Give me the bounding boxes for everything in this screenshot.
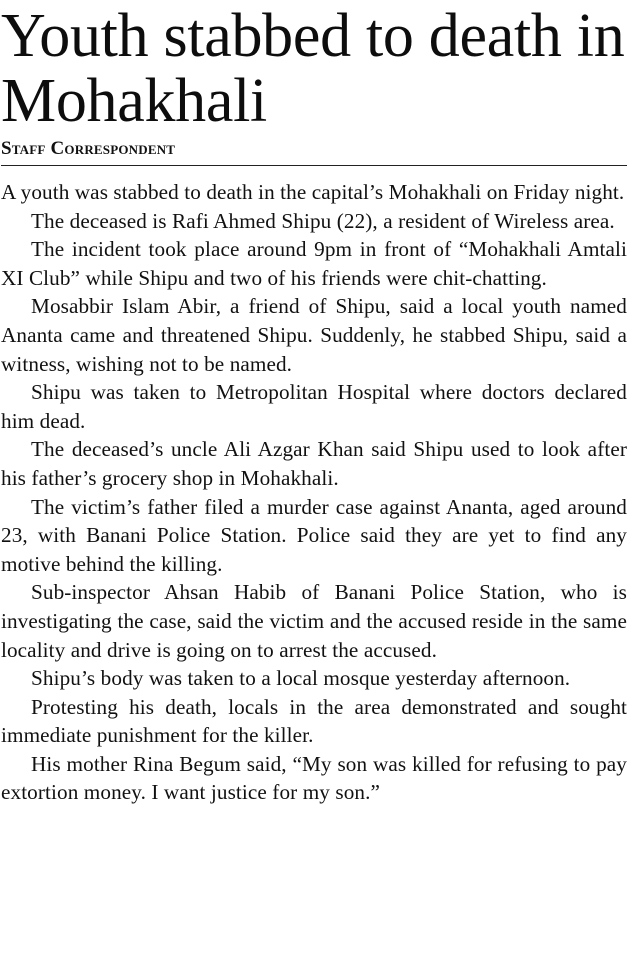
headline: Youth stabbed to death in Mohakhali [1,2,625,135]
article-body [1,178,627,807]
paragraph: The deceased’s uncle Ali Azgar Khan said Shipu used to look after his father’s grocery shop in Mohakhali. [1,437,627,490]
paragraph: Shipu’s body was taken to a local mosque yesterday afternoon. [31,666,571,691]
paragraph: Shipu was taken to Metropolitan Hospital where doctors declared him dead. [1,380,627,433]
byline: Staff Correspondent [1,138,627,166]
paragraph: Mosabbir Islam Abir, a friend of Shipu, said a local youth named Ananta came and threatened Shipu. Suddenly, he stabbed Shipu, said a witness, wishing not to be named. [1,294,627,376]
paragraph: Protesting his death, locals in the area demonstrated and sought immediate punishment for the killer. [1,694,627,748]
paragraph: The deceased is Rafi Ahmed Shipu (22), a resident of Wireless area. [31,208,615,233]
paragraph: The incident took place around 9pm in front of “Mohakhali Amtali XI Club” while Shipu and two of his friends were chit-chatting. [1,237,627,290]
paragraph: His mother Rina Begum said, “My son was killed for refusing to pay extortion money. I want justice for my son.” [1,751,627,805]
paragraph: The victim’s father filed a murder case against Ananta, aged around 23, with Banani Police Station. Police said they are yet to find any motive behind the killing. [1,494,627,576]
paragraph: Sub-inspector Ahsan Habib of Banani Police Station, who is investigating the case, said the victim and the accused reside in the same locality and drive is going on to arrest the accused. [1,580,627,662]
paragraph: A youth was stabbed to death in the capital’s Mohakhali on Friday night. [1,180,625,204]
